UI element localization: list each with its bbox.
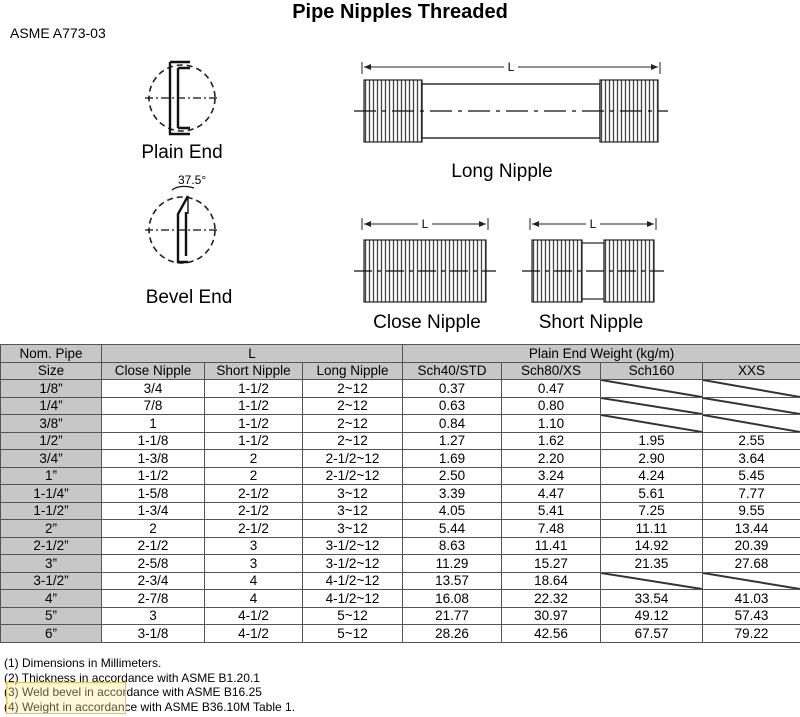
sch160-cell: 67.57 — [601, 625, 703, 643]
size-cell: 3/8” — [1, 415, 102, 433]
standard-label: ASME A773-03 — [10, 25, 106, 41]
size-cell: 1-1/2” — [1, 502, 102, 520]
size-cell: 3” — [1, 555, 102, 573]
bevel-angle-label: 37.5° — [178, 173, 207, 187]
short-cell: 1-1/2 — [205, 432, 303, 450]
sch80-cell: 5.41 — [502, 502, 601, 520]
header-short-nipple: Short Nipple — [205, 362, 303, 380]
table-row — [1, 397, 800, 415]
sch40-cell: 1.69 — [403, 450, 502, 468]
sch80-cell: 1.62 — [502, 432, 601, 450]
close-cell: 1-1/8 — [102, 432, 205, 450]
footnote: (1) Dimensions in Millimeters. — [4, 656, 162, 670]
table-row — [1, 555, 800, 573]
header-size: Size — [1, 362, 102, 380]
sch160-cell: 2.90 — [601, 450, 703, 468]
close-cell: 1 — [102, 415, 205, 433]
size-cell: 5” — [1, 607, 102, 625]
sch160-cell: 14.92 — [601, 537, 703, 555]
size-cell: 1-1/4” — [1, 485, 102, 503]
short-cell: 4-1/2 — [205, 625, 303, 643]
sch80-cell: 7.48 — [502, 520, 601, 538]
long-nipple-drawing — [354, 62, 668, 142]
size-cell: 6” — [1, 625, 102, 643]
header-weight-group: Plain End Weight (kg/m) — [403, 345, 800, 363]
xxs-cell: 9.55 — [703, 502, 800, 520]
long-cell: 3~12 — [303, 485, 403, 503]
close-cell: 2-7/8 — [102, 590, 205, 608]
close-cell: 2 — [102, 520, 205, 538]
xxs-cell — [703, 572, 800, 590]
size-cell: 4” — [1, 590, 102, 608]
long-cell: 3-1/2~12 — [303, 537, 403, 555]
short-cell: 2-1/2 — [205, 485, 303, 503]
long-nipple-label: Long Nipple — [451, 161, 553, 182]
sch40-cell: 28.26 — [403, 625, 502, 643]
sch40-cell: 13.57 — [403, 572, 502, 590]
sch40-cell: 1.27 — [403, 432, 502, 450]
xxs-cell: 13.44 — [703, 520, 800, 538]
footnote: (3) Weld bevel in accordance with ASME B16.25 — [4, 685, 262, 699]
sch80-cell: 42.56 — [502, 625, 601, 643]
sch80-cell: 22.32 — [502, 590, 601, 608]
long-cell: 2-1/2~12 — [303, 467, 403, 485]
size-cell: 2” — [1, 520, 102, 538]
sch160-cell: 11.11 — [601, 520, 703, 538]
sch40-cell: 5.44 — [403, 520, 502, 538]
plain-end-label: Plain End — [141, 142, 223, 163]
sch40-cell: 8.63 — [403, 537, 502, 555]
close-cell: 3-1/8 — [102, 625, 205, 643]
sch40-cell: 16.08 — [403, 590, 502, 608]
close-cell: 3 — [102, 607, 205, 625]
short-cell: 3 — [205, 537, 303, 555]
close-cell: 7/8 — [102, 397, 205, 415]
sch80-cell: 1.10 — [502, 415, 601, 433]
xxs-cell: 5.45 — [703, 467, 800, 485]
sch80-cell: 0.47 — [502, 380, 601, 398]
sch160-cell: 7.25 — [601, 502, 703, 520]
close-cell: 2-5/8 — [102, 555, 205, 573]
short-cell: 4 — [205, 572, 303, 590]
sch80-cell: 4.47 — [502, 485, 601, 503]
sch40-cell: 4.05 — [403, 502, 502, 520]
sch160-cell — [601, 572, 703, 590]
sch40-cell: 2.50 — [403, 467, 502, 485]
table-row — [1, 572, 800, 590]
xxs-cell: 27.68 — [703, 555, 800, 573]
header-nom-pipe: Nom. Pipe — [1, 345, 102, 363]
long-cell: 2~12 — [303, 432, 403, 450]
sch160-cell — [601, 415, 703, 433]
xxs-cell: 41.03 — [703, 590, 800, 608]
long-cell: 4-1/2~12 — [303, 572, 403, 590]
table-body — [1, 380, 800, 643]
short-cell: 4 — [205, 590, 303, 608]
short-cell: 2-1/2 — [205, 520, 303, 538]
watermark — [6, 682, 126, 714]
table-row — [1, 450, 800, 468]
sch40-cell: 3.39 — [403, 485, 502, 503]
table-row — [1, 502, 800, 520]
close-cell: 3/4 — [102, 380, 205, 398]
sch160-cell: 49.12 — [601, 607, 703, 625]
long-cell: 2~12 — [303, 380, 403, 398]
bevel-end-label: Bevel End — [145, 287, 233, 308]
sch80-cell: 15.27 — [502, 555, 601, 573]
close-cell: 1-1/2 — [102, 467, 205, 485]
table-row — [1, 537, 800, 555]
sch80-cell: 3.24 — [502, 467, 601, 485]
short-cell: 3 — [205, 555, 303, 573]
size-cell: 1/8” — [1, 380, 102, 398]
table-row — [1, 520, 800, 538]
header-sch80: Sch80/XS — [502, 362, 601, 380]
table-row — [1, 625, 800, 643]
xxs-cell: 20.39 — [703, 537, 800, 555]
header-xxs: XXS — [703, 362, 800, 380]
footnote: (2) Thickness in accordance with ASME B1.20.1 — [4, 670, 260, 685]
long-cell: 4-1/2~12 — [303, 590, 403, 608]
sch40-cell: 0.63 — [403, 397, 502, 415]
header-close-nipple: Close Nipple — [102, 362, 205, 380]
short-cell: 1-1/2 — [205, 397, 303, 415]
header-sch40: Sch40/STD — [403, 362, 502, 380]
xxs-cell — [703, 397, 800, 415]
table-row — [1, 415, 800, 433]
table-row — [1, 485, 800, 503]
sch160-cell — [601, 380, 703, 398]
xxs-cell: 79.22 — [703, 625, 800, 643]
long-cell: 5~12 — [303, 607, 403, 625]
xxs-cell: 7.77 — [703, 485, 800, 503]
sch160-cell: 4.24 — [601, 467, 703, 485]
long-cell: 3~12 — [303, 502, 403, 520]
page-title: Pipe Nipples Threaded — [292, 1, 508, 23]
short-nipple-length-label: L — [589, 217, 597, 231]
xxs-cell: 2.55 — [703, 432, 800, 450]
header-long-nipple: Long Nipple — [303, 362, 403, 380]
xxs-cell: 57.43 — [703, 607, 800, 625]
long-cell: 2~12 — [303, 397, 403, 415]
sch40-cell: 11.29 — [403, 555, 502, 573]
table-row — [1, 380, 800, 398]
plain-end-icon — [145, 62, 220, 134]
short-cell: 4-1/2 — [205, 607, 303, 625]
xxs-cell — [703, 415, 800, 433]
short-cell: 2-1/2 — [205, 502, 303, 520]
long-cell: 5~12 — [303, 625, 403, 643]
short-cell: 1-1/2 — [205, 380, 303, 398]
close-cell: 2-1/2 — [102, 537, 205, 555]
short-nipple-label: Short Nipple — [538, 312, 644, 333]
sch160-cell: 5.61 — [601, 485, 703, 503]
footnote: (4) Weight in accordance with ASME B36.10M Table 1. — [4, 699, 296, 714]
close-cell: 1-3/4 — [102, 502, 205, 520]
long-cell: 3-1/2~12 — [303, 555, 403, 573]
sch40-cell: 0.37 — [403, 380, 502, 398]
sch80-cell: 30.97 — [502, 607, 601, 625]
header-sch160: Sch160 — [601, 362, 703, 380]
table-row — [1, 432, 800, 450]
close-nipple-length-label: L — [421, 217, 429, 231]
size-cell: 1/2” — [1, 432, 102, 450]
short-cell: 2 — [205, 467, 303, 485]
table-row — [1, 590, 800, 608]
short-cell: 2 — [205, 450, 303, 468]
long-nipple-length-label: L — [507, 60, 515, 74]
long-cell: 2-1/2~12 — [303, 450, 403, 468]
table-row — [1, 607, 800, 625]
sch80-cell: 18.64 — [502, 572, 601, 590]
sch160-cell: 21.35 — [601, 555, 703, 573]
sch160-cell: 1.95 — [601, 432, 703, 450]
size-cell: 3-1/2” — [1, 572, 102, 590]
close-cell: 1-3/8 — [102, 450, 205, 468]
sch80-cell: 11.41 — [502, 537, 601, 555]
short-cell: 1-1/2 — [205, 415, 303, 433]
bevel-end-icon — [145, 186, 220, 263]
xxs-cell: 3.64 — [703, 450, 800, 468]
sch40-cell: 0.84 — [403, 415, 502, 433]
sch80-cell: 2.20 — [502, 450, 601, 468]
sch160-cell: 33.54 — [601, 590, 703, 608]
nipple-illustrations — [0, 46, 800, 342]
long-cell: 2~12 — [303, 415, 403, 433]
size-cell: 3/4” — [1, 450, 102, 468]
long-cell: 3~12 — [303, 520, 403, 538]
header-length-group: L — [102, 345, 403, 363]
size-cell: 1/4” — [1, 397, 102, 415]
close-cell: 2-3/4 — [102, 572, 205, 590]
sch160-cell — [601, 397, 703, 415]
size-cell: 1” — [1, 467, 102, 485]
pipe-nipple-table — [0, 344, 800, 643]
close-cell: 1-5/8 — [102, 485, 205, 503]
sch80-cell: 0.80 — [502, 397, 601, 415]
xxs-cell — [703, 380, 800, 398]
table-row — [1, 467, 800, 485]
size-cell: 2-1/2” — [1, 537, 102, 555]
sch40-cell: 21.77 — [403, 607, 502, 625]
close-nipple-label: Close Nipple — [373, 312, 481, 333]
